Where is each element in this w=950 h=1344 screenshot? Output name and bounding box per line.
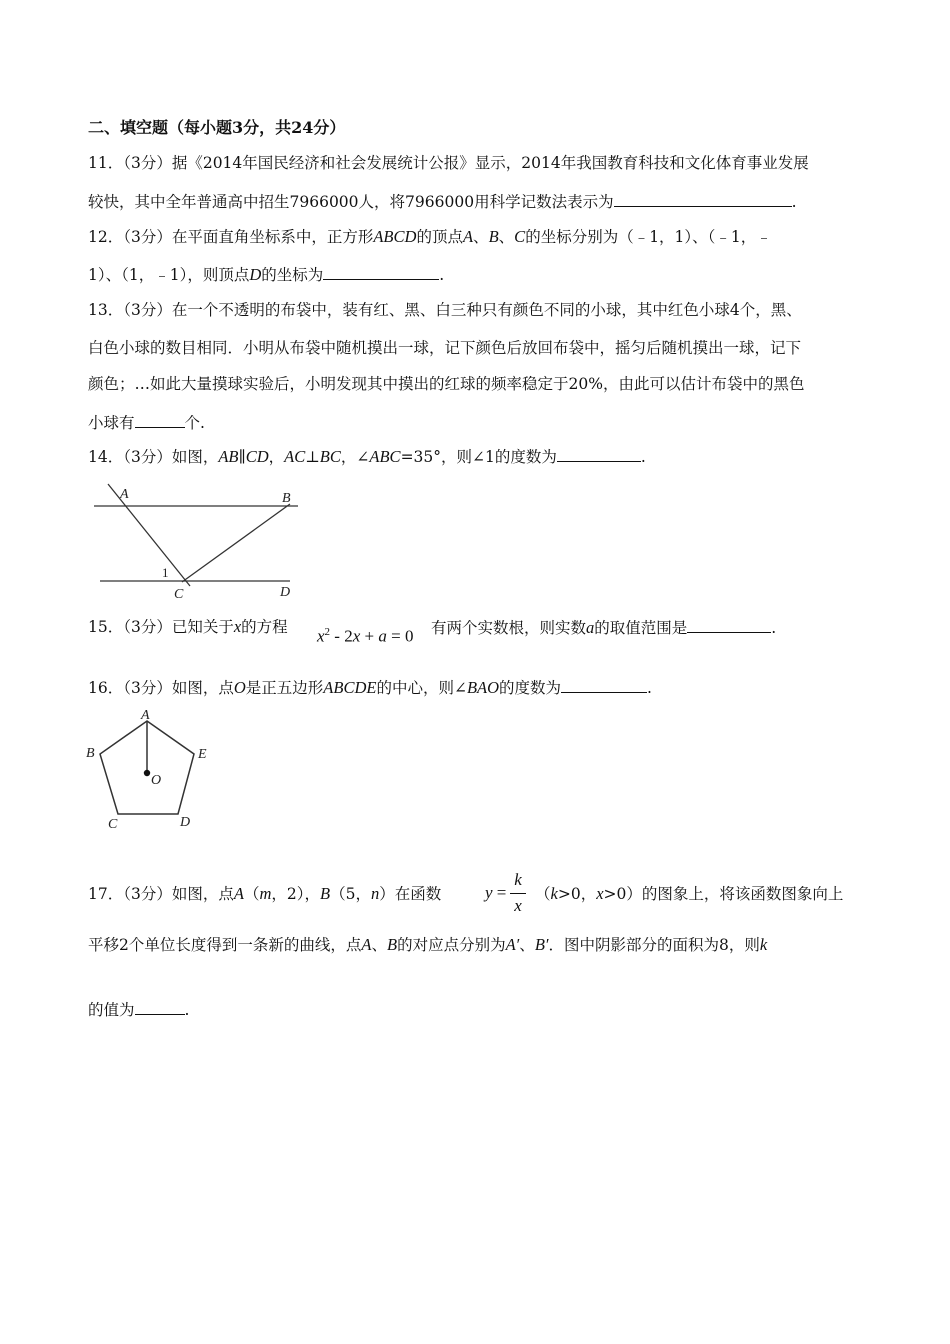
q16-answer-blank[interactable] [561,677,647,693]
label-c: C [108,817,118,832]
q11-line2: 较快，其中全年普通高中招生7966000人，将7966000用科学记数法表示为 . [88,193,797,211]
q13-line1: 13．（3分）在一个不透明的布袋中，装有红、黑、白三种只有颜色不同的小球，其中红色小球4个，黑、 [88,301,802,319]
figure-16-pentagon [82,703,222,835]
q15-equation: $x^2 - 2x + a = 0$ [317,626,414,646]
q12-answer-blank[interactable] [323,264,439,280]
q13-line2: 白色小球的数目相同．小明从布袋中随机摸出一球，记下颜色后放回布袋中，摇匀后随机摸出一球，记下 [88,339,802,357]
label-b: B [86,746,95,761]
q15-answer-blank[interactable] [687,617,771,633]
q15-line-tail: 有两个实数根，则实数a的取值范围是 . [431,618,777,637]
q17-fraction-numerator: k [514,870,522,889]
label-o: O [151,773,162,788]
q15-line: 15．（3分）已知关于x的方程 [88,617,288,636]
section-title: 二、填空题（每小题3分，共24分） [88,118,346,137]
q11-line1: 11．（3分）据《2014年国民经济和社会发展统计公报》显示，2014年我国教育科技和文化体育事业发展 [88,154,809,172]
label-e: E [198,747,207,762]
label-d: D [180,815,191,830]
label-d: D [280,585,291,600]
q14-answer-blank[interactable] [557,446,641,462]
q13-answer-blank[interactable] [135,412,185,428]
q13-line4: 小球有 个. [88,414,205,432]
center-point-o [144,770,150,776]
q12-line2: 1）、（1，﹣1），则顶点D的坐标为 . [88,265,445,284]
q11-answer-blank[interactable] [614,191,792,207]
label-b: B [282,491,291,506]
q14-line: 14．（3分）如图，AB∥CD，AC⊥BC，∠ABC=35°，则∠1的度数为 . [88,447,646,466]
q17-line1-a: 17．（3分）如图，点A（m，2），B（5，n）在函数 [88,884,442,903]
q17-line2: 平移2个单位长度得到一条新的曲线，点A、B的对应点分别为A′、B′．图中阴影部分的面积为8，则k [88,935,768,954]
q17-fraction-bar [510,893,526,894]
q17-fraction-denominator: x [514,896,522,915]
q16-line: 16．（3分）如图，点O是正五边形ABCDE的中心，则∠BAO的度数为 . [88,678,652,697]
q13-line3: 颜色；…如此大量摸球实验后，小明发现其中摸出的红球的频率稳定于20%，由此可以估计布袋中的黑色 [88,375,805,393]
label-c: C [174,587,184,602]
q17-answer-blank[interactable] [135,999,185,1015]
q12-line1: 12．（3分）在平面直角坐标系中，正方形ABCD的顶点A、B、C的坐标分别为（﹣1，1）、（﹣1，﹣ [88,227,772,246]
segment-bc [182,504,290,582]
figure-14-parallel-lines [88,478,308,602]
label-a: A [120,487,129,502]
q17-line3: 的值为 . [88,1001,190,1019]
label-angle-1: 1 [162,565,169,580]
q17-function: y = [485,883,507,902]
label-a: A [141,708,150,723]
q17-line1-b: （k>0，x>0）的图象上，将该函数图象向上 [535,884,844,903]
